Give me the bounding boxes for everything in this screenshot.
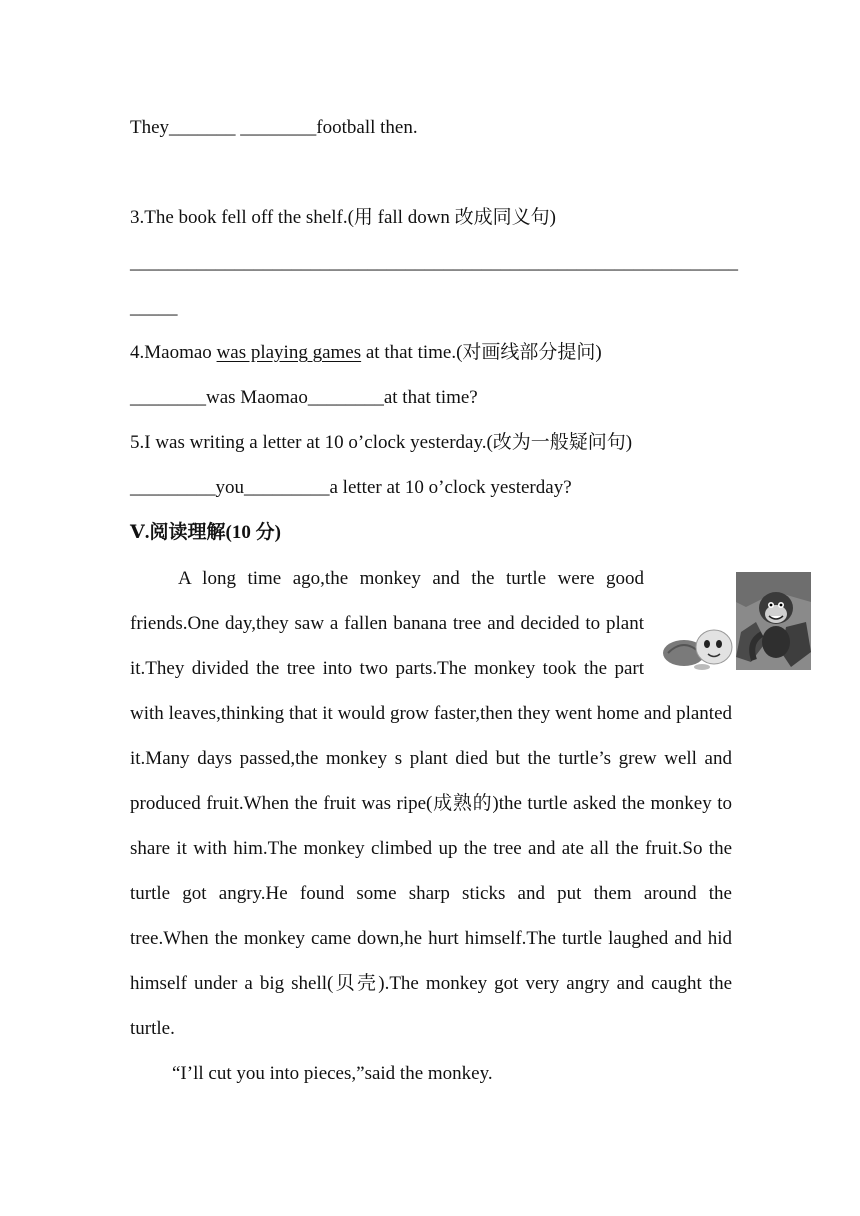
q4-suffix: at that time.(对画线部分提问) (361, 342, 602, 363)
passage-paragraph-1: A long time ago,the monkey and the turtle were good friends.One day,they saw a fallen banana tree and decided to plant it.They divided the tree into two parts.The monkey took the part with leaves,thinking that it would grow faster,then they went home and planted it.Many days passed,the monkey s plant died but the turtle’s grew well and produced fruit.When the fruit was ripe(成熟的)the turtle asked the monkey to share it with him.The monkey climbed up the tree and ate all the fruit.So the turtle got angry.He found some sharp sticks and put them around the tree.When the monkey came down,he hurt himself.The turtle laughed and hid himself under a big shell(贝壳).The monkey got very angry and caught the turtle. (130, 568, 732, 1039)
q5-answer-line: _________you_________a letter at 10 o’clock yesterday? (130, 477, 572, 498)
q4-prompt (130, 341, 602, 365)
passage-paragraph-2: “I’ll cut you into pieces,”said the monkey. (172, 1063, 493, 1084)
q2-answer-line: They_______ ________football then. (130, 117, 418, 138)
q4-prefix: 4.Maomao (130, 342, 217, 363)
q5-prompt: 5.I was writing a letter at 10 o’clock yesterday.(改为一般疑问句) (130, 432, 633, 453)
q3-prompt: 3.The book fell off the shelf.(用 fall down 改成同义句) (130, 207, 557, 228)
q4-answer-line: ________was Maomao________at that time? (130, 387, 478, 408)
reading-passage (130, 556, 732, 1096)
monkey-illustration (736, 572, 811, 670)
q3-blank-line: ________________________________________________________________ (130, 252, 738, 273)
q4-underlined-phrase: was playing games (216, 342, 362, 363)
turtle-illustration (662, 623, 736, 671)
section-title-reading: Ⅴ.阅读理解(10 分) (130, 522, 281, 543)
q3-blank-line-continued: _____ (130, 297, 178, 318)
